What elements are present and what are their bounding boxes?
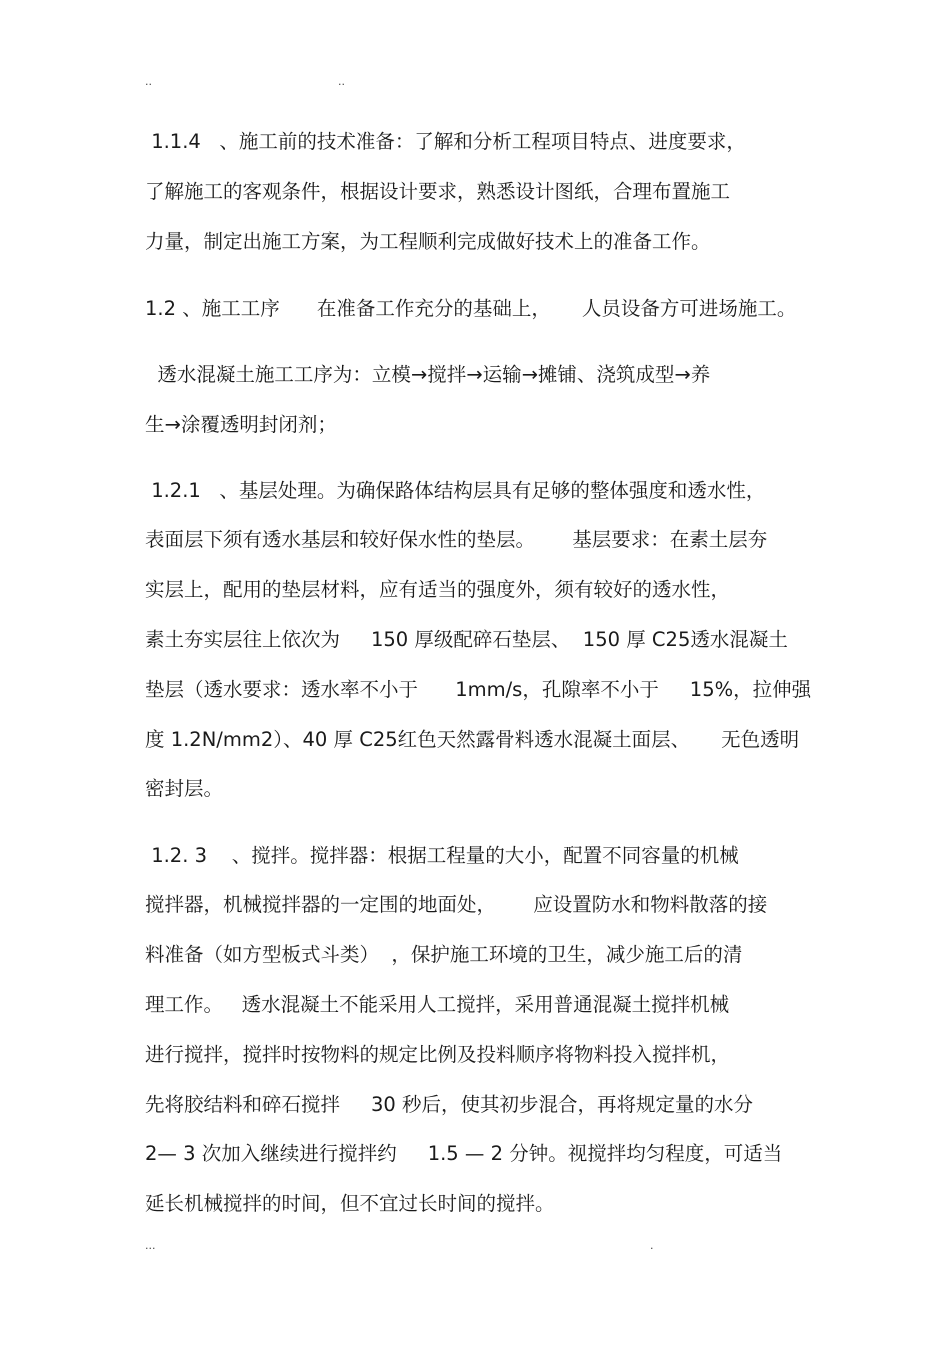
para-114-line-3: 力量，制定出施工方案，为工程顺利完成做好技术上的准备工作。	[145, 230, 711, 253]
para-123-line-2: 搅拌器，机械搅拌器的一定围的地面处， 应设置防水和物料散落的接	[145, 893, 768, 916]
para-121-line-4: 素土夯实层往上依次为 150 厚级配碎石垫层、 150 厚 C25透水混凝土	[145, 628, 788, 651]
para-121-line-7: 密封层。	[145, 777, 224, 800]
footer-dots-right: .	[650, 1239, 654, 1252]
para-121-line-2: 表面层下须有透水基层和较好保水性的垫层。 基层要求：在素土层夯	[145, 528, 768, 551]
para-123-line-1: 1.2. 3 、搅拌。搅拌器：根据工程量的大小，配置不同容量的机械	[145, 844, 739, 867]
para-114-line-1: 1.1.4 、施工前的技术准备：了解和分析工程项目特点、进度要求，	[145, 130, 746, 153]
para-123-line-3: 料准备（如方型板式斗类） ，保护施工环境的卫生，减少施工后的清	[145, 943, 743, 966]
para-123-line-8: 延长机械搅拌的时间，但不宜过长时间的搅拌。	[145, 1192, 555, 1215]
para-121-line-3: 实层上，配用的垫层材料，应有适当的强度外，须有较好的透水性，	[145, 578, 731, 601]
para-123-line-6: 先将胶结料和碎石搅拌 30 秒后，使其初步混合，再将规定量的水分	[145, 1093, 754, 1116]
header-dots-left: ..	[145, 75, 152, 88]
footer-dots-left: ...	[145, 1239, 156, 1252]
para-121-line-5: 垫层（透水要求：透水率不小于 1mm/s，孔隙率不小于 15%，拉伸强	[145, 678, 812, 701]
para-123-line-5: 进行搅拌，搅拌时按物料的规定比例及投料顺序将物料投入搅拌机，	[145, 1043, 731, 1066]
para-process-line-1: 透水混凝土施工工序为：立模→搅拌→运输→摊铺、浇筑成型→养	[145, 363, 711, 386]
para-121-line-6: 度 1.2N/mm2）、40 厚 C25红色天然露骨料透水混凝土面层、 无色透明	[145, 728, 800, 751]
para-123-line-4: 理工作。 透水混凝土不能采用人工搅拌，采用普通混凝土搅拌机械	[145, 993, 730, 1016]
para-12-line-1: 1.2 、施工工序 在准备工作充分的基础上， 人员设备方可进场施工。	[145, 297, 797, 320]
para-121-line-1: 1.2.1 、基层处理。为确保路体结构层具有足够的整体强度和透水性，	[145, 479, 766, 502]
header-dots-right: ..	[338, 75, 345, 88]
para-123-line-7: 2— 3 次加入继续进行搅拌约 1.5 — 2 分钟。视搅拌均匀程度，可适当	[145, 1142, 783, 1165]
para-process-line-2: 生→涂覆透明封闭剂；	[145, 413, 337, 436]
para-114-line-2: 了解施工的客观条件，根据设计要求，熟悉设计图纸，合理布置施工	[145, 180, 731, 203]
